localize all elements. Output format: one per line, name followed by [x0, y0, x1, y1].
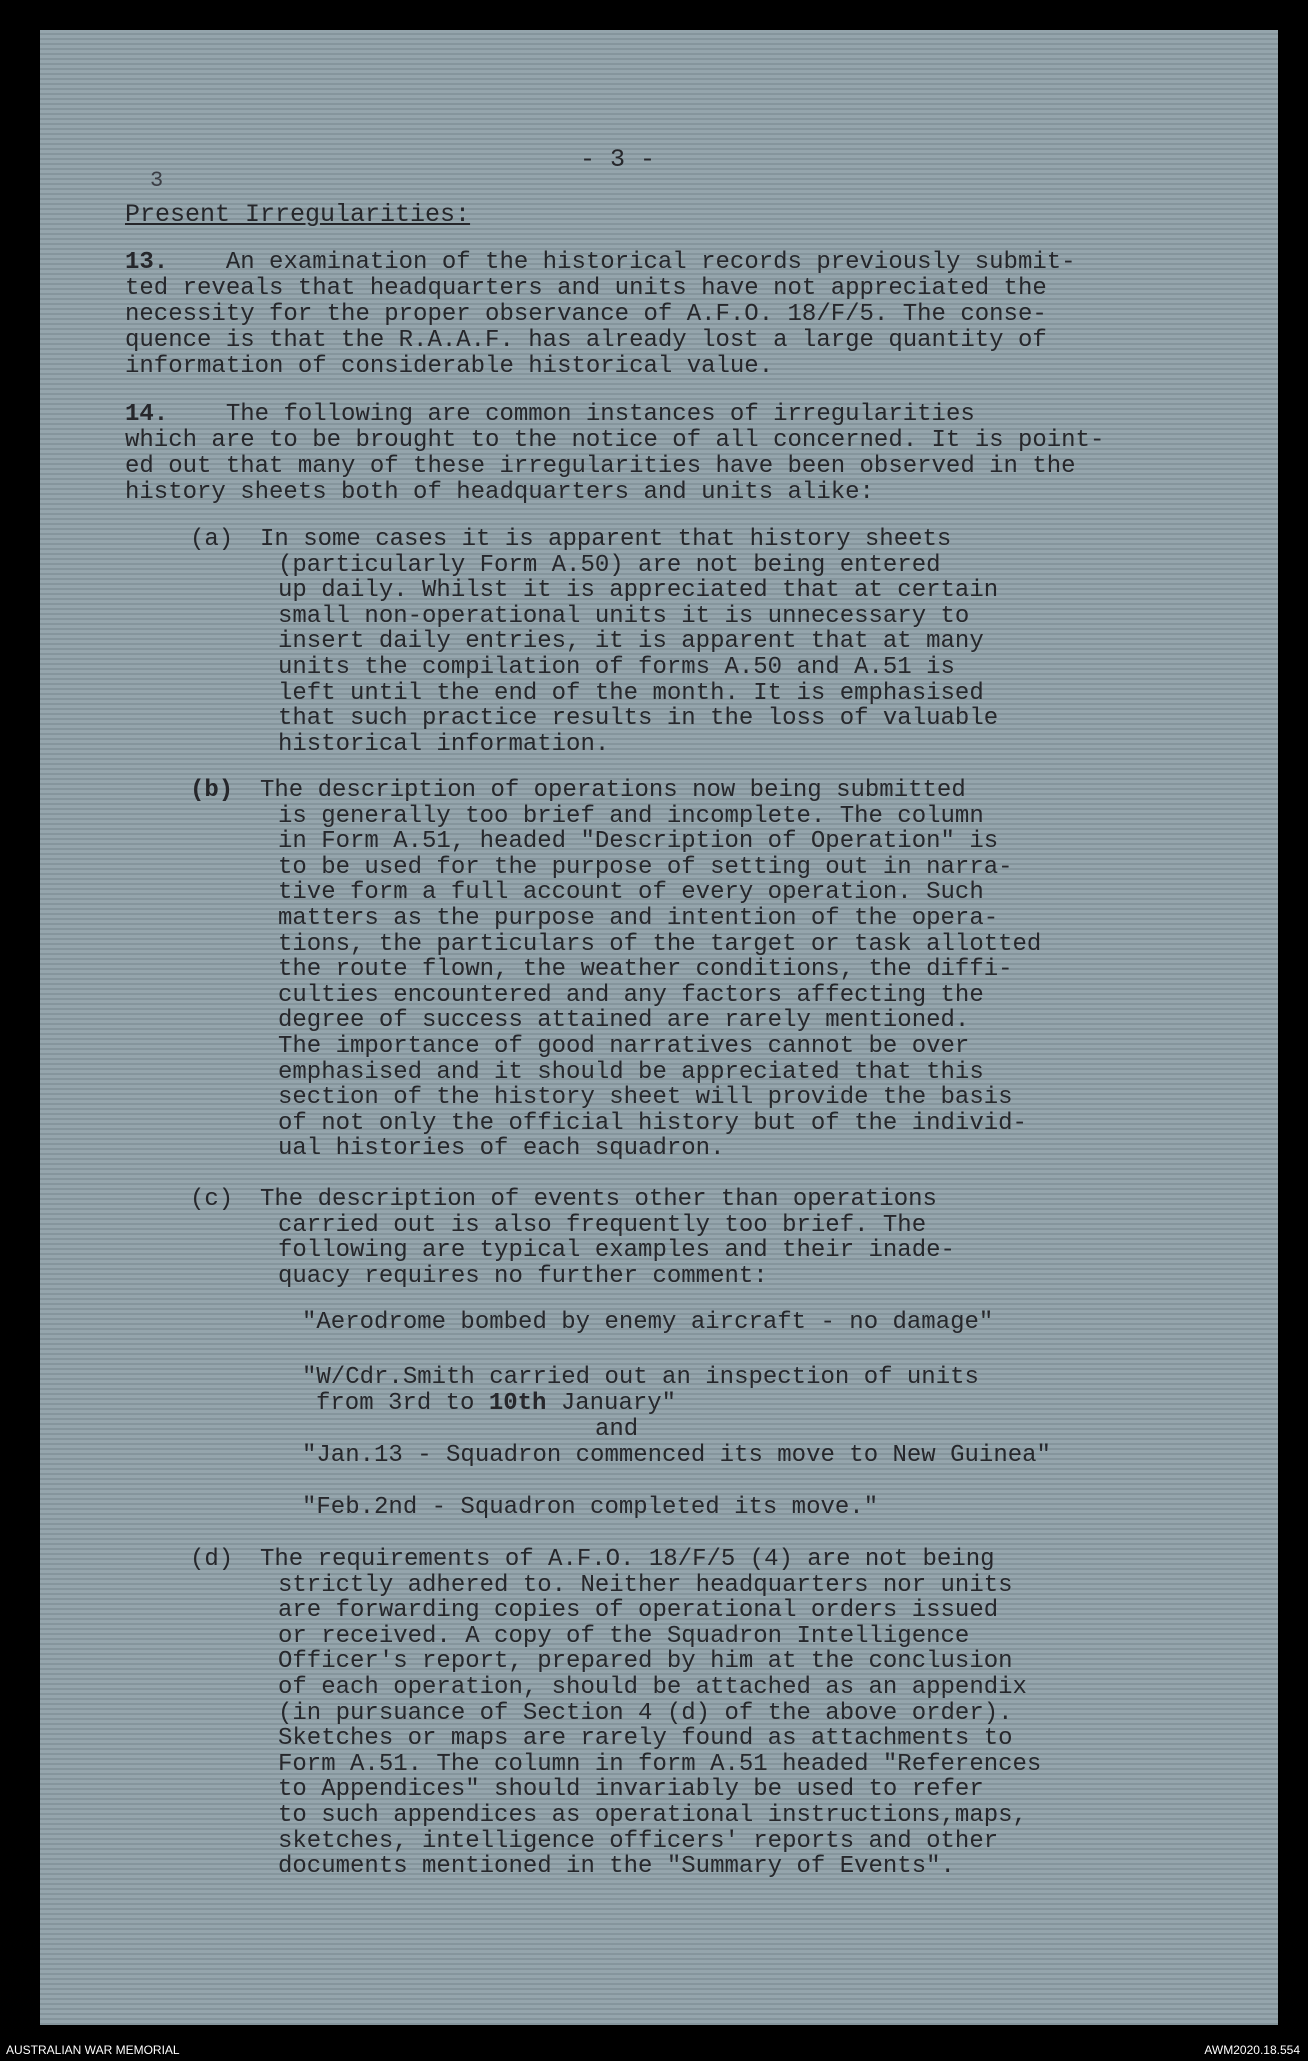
text-line: left until the end of the month. It is emphasised [278, 679, 984, 707]
text-line: insert daily entries, it is apparent that at many [278, 628, 984, 656]
paragraph-number: 14. [125, 401, 169, 428]
paragraph-13 [125, 250, 1205, 380]
text-line: degree of success attained are rarely mentioned. [278, 1007, 970, 1035]
text-line: The description of events other than operations [260, 1186, 937, 1213]
text-line: culties encountered and any factors affecting the [278, 981, 984, 1009]
item-d [190, 1547, 1140, 1880]
document-page [40, 30, 1278, 2025]
text-line: tive form a full account of every operation. Such [278, 879, 984, 907]
paragraph-14 [125, 402, 1205, 506]
text-line: ed out that many of these irregularities have been observed in the [125, 453, 1076, 480]
example-quote-1: "Aerodrome bombed by enemy aircraft - no damage" [302, 1309, 994, 1336]
footer-institution: AUSTRALIAN WAR MEMORIAL [6, 2043, 180, 2057]
item-label: (b) [190, 777, 234, 804]
text-line: documents mentioned in the "Summary of Events". [278, 1853, 955, 1881]
text-line: to such appendices as operational instructions,maps, [278, 1801, 1027, 1829]
paragraph-number: 13. [125, 249, 169, 276]
text-line: is generally too brief and incomplete. The column [278, 802, 984, 830]
text-line: necessity for the proper observance of A.F.O. 18/F/5. The conse- [125, 301, 1047, 328]
text-line: are forwarding copies of operational orders issued [278, 1597, 999, 1625]
text-line: The importance of good narratives cannot be over [278, 1032, 970, 1060]
text-line: carried out is also frequently too brief. The [278, 1211, 927, 1239]
example-quote-2 [302, 1365, 979, 1417]
text-line: Officer's report, prepared by him at the conclusion [278, 1648, 1013, 1676]
text-line: to Appendices" should invariably be used to refer [278, 1776, 984, 1804]
item-a [190, 527, 1140, 757]
text-line: matters as the purpose and intention of the opera- [278, 904, 999, 932]
footer-accession-number: AWM2020.18.554 [1204, 2043, 1300, 2057]
text-line: small non-operational units it is unnecessary to [278, 602, 970, 630]
item-label: (a) [190, 526, 234, 553]
text-line: The following are common instances of irregularities [225, 401, 975, 428]
text-line: historical information. [278, 730, 610, 758]
text-line: from 3rd to [316, 1390, 489, 1417]
text-line: (particularly Form A.50) are not being entered [278, 551, 941, 579]
page-number: - 3 - [580, 145, 656, 174]
text-line: in Form A.51, headed "Description of Operation" is [278, 828, 999, 856]
archive-footer [0, 2039, 1308, 2061]
item-label: (c) [190, 1186, 234, 1213]
bold-date: 10th [488, 1390, 547, 1417]
text-line: quence is that the R.A.A.F. has already lost a large quantity of [125, 327, 1047, 354]
text-line: tions, the particulars of the target or task allotted [278, 930, 1042, 958]
text-line: emphasised and it should be appreciated that this [278, 1058, 984, 1086]
item-b [190, 778, 1140, 1162]
item-label: (d) [190, 1546, 234, 1573]
text-line: An examination of the historical records previously submit- [225, 249, 1076, 276]
text-line: of each operation, should be attached as an appendix [278, 1673, 1027, 1701]
section-heading: Present Irregularities: [125, 200, 471, 229]
text-line: Sketches or maps are rarely found as attachments to [278, 1725, 1013, 1753]
text-line: of not only the official history but of the individ- [278, 1109, 1027, 1137]
example-quote-4: "Feb.2nd - Squadron completed its move." [302, 1494, 879, 1521]
text-line: following are typical examples and their inade- [278, 1237, 955, 1265]
text-line: ted reveals that headquarters and units have not appreciated the [125, 275, 1047, 302]
text-line: January" [546, 1390, 677, 1417]
text-line: quacy requires no further comment: [278, 1262, 768, 1290]
text-line: (in pursuance of Section 4 (d) of the above order). [278, 1699, 1013, 1727]
text-line: units the compilation of forms A.50 and A.51 is [278, 653, 955, 681]
text-line: "W/Cdr.Smith carried out an inspection of units [302, 1364, 979, 1391]
text-line: up daily. Whilst it is appreciated that at certain [278, 577, 999, 605]
text-line: sketches, intelligence officers' reports and other [278, 1827, 999, 1855]
handwritten-page-mark: 3 [150, 168, 164, 193]
text-line: which are to be brought to the notice of all concerned. It is point- [125, 427, 1105, 454]
text-line: In some cases it is apparent that history sheets [260, 526, 952, 553]
item-c [190, 1187, 1140, 1289]
text-line: to be used for the purpose of setting out in narra- [278, 853, 1013, 881]
text-line: or received. A copy of the Squadron Intelligence [278, 1622, 970, 1650]
text-line: The description of operations now being submitted [260, 777, 966, 804]
text-line: the route flown, the weather conditions, the diffi- [278, 956, 1013, 984]
text-line: The requirements of A.F.O. 18/F/5 (4) are not being [260, 1546, 995, 1573]
text-line: information of considerable historical value. [125, 353, 774, 380]
example-quote-3: "Jan.13 - Squadron commenced its move to New Guinea" [302, 1442, 1051, 1469]
text-line: history sheets both of headquarters and units alike: [125, 479, 874, 506]
text-line: section of the history sheet will provide the basis [278, 1084, 1013, 1112]
text-line: that such practice results in the loss of valuable [278, 705, 999, 733]
text-line: strictly adhered to. Neither headquarters nor units [278, 1571, 1013, 1599]
text-line: Form A.51. The column in form A.51 headed "References [278, 1750, 1042, 1778]
text-line: ual histories of each squadron. [278, 1135, 725, 1163]
conjunction-and: and [595, 1416, 639, 1443]
